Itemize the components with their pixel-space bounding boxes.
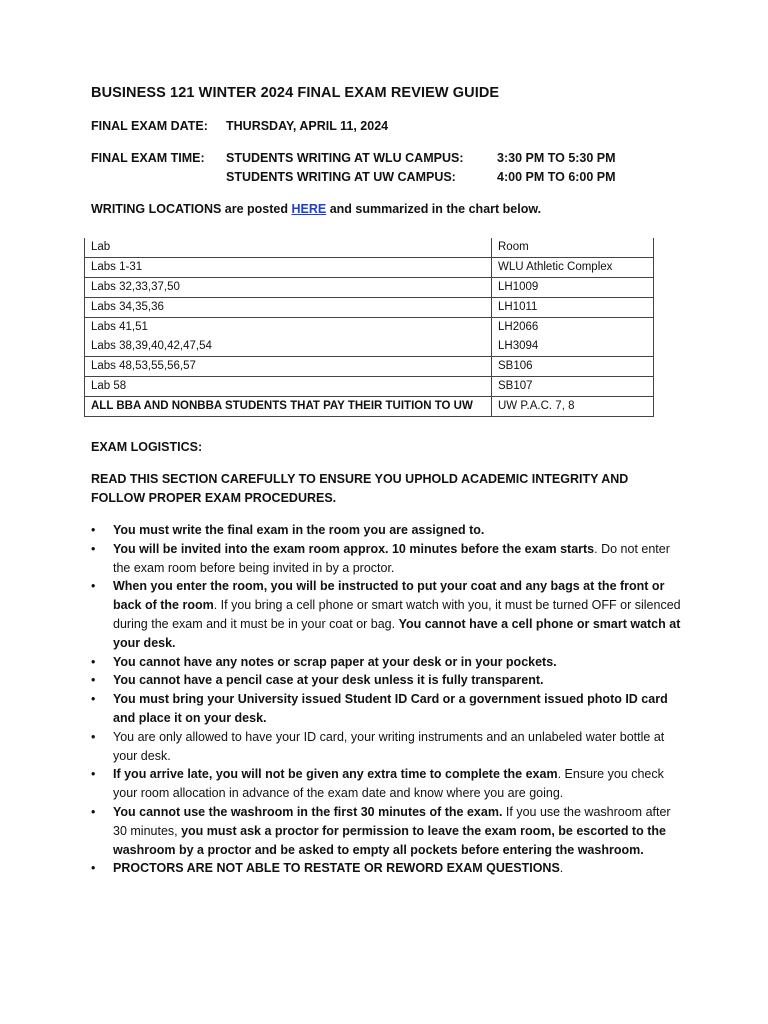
list-item	[91, 653, 681, 672]
column-header-lab: Lab	[85, 238, 492, 258]
table-row	[85, 298, 654, 318]
here-link[interactable]: HERE	[291, 202, 327, 216]
room-allocation-table	[84, 238, 654, 417]
lab-cell: ALL BBA AND NONBBA STUDENTS THAT PAY THEIR TUITION TO UW	[85, 397, 492, 417]
read-carefully-paragraph: READ THIS SECTION CAREFULLY TO ENSURE YOU UPHOLD ACADEMIC INTEGRITY AND FOLLOW PROPER EXAM PROCEDURES.	[91, 472, 629, 505]
rule-bold-text: You cannot have any notes or scrap paper at your desk or in your pockets.	[113, 654, 557, 669]
exam-time-row-uw	[0, 170, 768, 188]
lab-cell: Labs 38,39,40,42,47,54	[85, 337, 492, 357]
exam-time-row-wlu	[0, 151, 768, 169]
locations-suffix: and summarized in the chart below.	[326, 202, 542, 216]
bullet-icon: •	[91, 729, 96, 744]
table-row	[85, 337, 654, 357]
rule-text: You are only allowed to have your ID card, your writing instruments and an unlabeled water bottle at your desk.	[113, 729, 665, 763]
bullet-icon: •	[91, 767, 96, 782]
table-row	[85, 258, 654, 278]
rule-bold-text: You will be invited into the exam room approx. 10 minutes before the exam starts	[113, 541, 595, 556]
exam-rules-list	[91, 521, 681, 878]
rule-bold-text: You must bring your University issued Student ID Card or a government issued photo ID card and place it on your desk.	[113, 692, 668, 725]
bullet-icon: •	[91, 523, 96, 537]
room-cell: LH3094	[492, 337, 654, 357]
bullet-icon: •	[91, 673, 96, 688]
column-header-room: Room	[492, 238, 654, 258]
rule-text: . Do not enter the exam room before being invited in by a proctor.	[113, 541, 670, 575]
table-row	[85, 397, 654, 417]
table-row	[85, 318, 654, 338]
rule-bold-text: If you arrive late, you will not be given any extra time to complete the exam	[113, 767, 558, 782]
list-item	[91, 521, 681, 540]
list-item	[91, 540, 681, 578]
bullet-icon: •	[91, 654, 96, 669]
rule-text: If you use the washroom after 30 minutes,	[113, 804, 671, 838]
exam-time-label: FINAL EXAM TIME:	[91, 151, 205, 165]
room-cell: WLU Athletic Complex	[492, 258, 654, 278]
locations-prefix: WRITING LOCATIONS are posted	[91, 202, 292, 216]
room-cell: SB106	[492, 357, 654, 377]
list-item	[91, 577, 681, 652]
room-cell: UW P.A.C. 7, 8	[492, 397, 654, 417]
lab-cell: Labs 34,35,36	[85, 298, 492, 318]
logistics-heading: EXAM LOGISTICS:	[91, 440, 203, 454]
rule-bold-text: You must write the final exam in the room you are assigned to.	[113, 523, 485, 537]
table-header-row	[85, 238, 654, 258]
room-cell: LH2066	[492, 318, 654, 338]
room-cell: LH1011	[492, 298, 654, 318]
writing-locations-text	[91, 202, 541, 216]
list-item	[91, 803, 681, 859]
exam-time-value: 3:30 PM TO 5:30 PM	[497, 151, 616, 165]
rule-text: .	[559, 861, 564, 876]
exam-date-row	[0, 119, 768, 137]
rule-bold-text: You cannot have a pencil case at your desk unless it is fully transparent.	[113, 673, 544, 688]
room-cell: LH1009	[492, 278, 654, 298]
table-row	[85, 357, 654, 377]
list-item	[91, 671, 681, 690]
list-item	[91, 765, 681, 803]
bullet-icon: •	[91, 804, 96, 819]
lab-cell: Labs 1-31	[85, 258, 492, 278]
page-title: BUSINESS 121 WINTER 2024 FINAL EXAM REVIEW GUIDE	[91, 85, 500, 101]
table-row	[85, 278, 654, 298]
bullet-icon: •	[91, 579, 96, 594]
lab-cell: Labs 48,53,55,56,57	[85, 357, 492, 377]
lab-cell: Lab 58	[85, 377, 492, 397]
rule-bold-text: you must ask a proctor for permission to leave the exam room, be escorted to the washroom by a proctor and be asked to empty all pockets before entering the washroom.	[113, 823, 666, 857]
rule-bold-text: When you enter the room, you will be instructed to put your coat and any bags at the front or back of the room	[113, 579, 665, 613]
list-item	[91, 859, 681, 878]
list-item	[91, 728, 681, 766]
rule-bold-text: You cannot have a cell phone or smart watch at your desk.	[113, 616, 681, 650]
bullet-icon: •	[91, 861, 96, 876]
exam-date-label: FINAL EXAM DATE:	[91, 119, 208, 133]
exam-date-value: THURSDAY, APRIL 11, 2024	[226, 119, 389, 133]
list-item	[91, 690, 681, 728]
table-row	[85, 377, 654, 397]
exam-time-campus: STUDENTS WRITING AT UW CAMPUS:	[226, 170, 456, 184]
bullet-icon: •	[91, 692, 96, 707]
bullet-icon: •	[91, 541, 96, 556]
lab-cell: Labs 41,51	[85, 318, 492, 338]
exam-time-campus: STUDENTS WRITING AT WLU CAMPUS:	[226, 151, 464, 165]
exam-time-value: 4:00 PM TO 6:00 PM	[497, 170, 616, 184]
rule-text: . If you bring a cell phone or smart watch with you, it must be turned OFF or silenced during the exam and it must be in your coat or bag.	[113, 598, 681, 631]
lab-cell: Labs 32,33,37,50	[85, 278, 492, 298]
rule-bold-text: PROCTORS ARE NOT ABLE TO RESTATE OR REWORD EXAM QUESTIONS	[113, 861, 560, 876]
room-cell: SB107	[492, 377, 654, 397]
rule-text: . Ensure you check your room allocation in advance of the exam date and know where you are going.	[113, 767, 664, 801]
rule-bold-text: You cannot use the washroom in the first 30 minutes of the exam.	[113, 804, 503, 819]
